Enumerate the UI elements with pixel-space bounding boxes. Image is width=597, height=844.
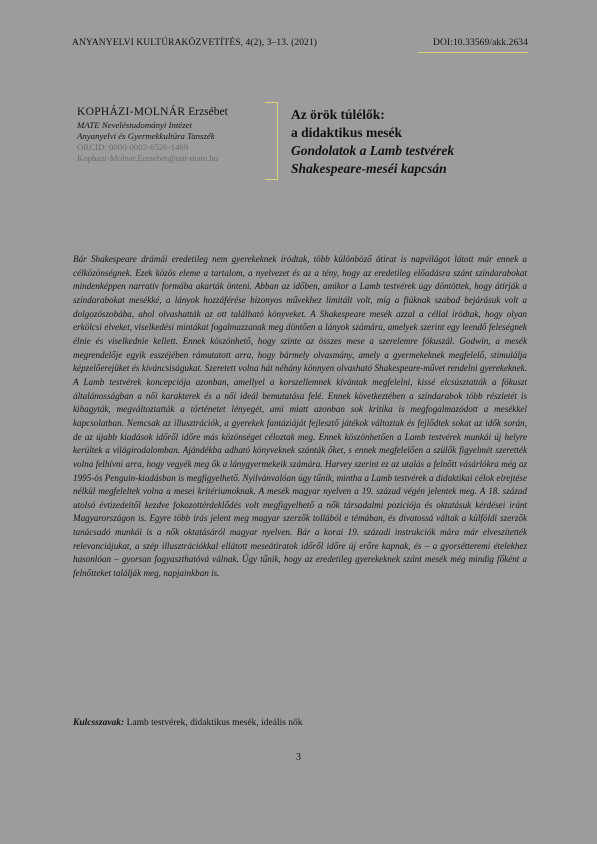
author-given-name: Erzsébet — [188, 106, 228, 118]
author-block — [77, 106, 271, 164]
affiliation-institute: MATE Neveléstudományi Intézet — [77, 120, 192, 130]
article-title — [291, 106, 531, 178]
title-line-1: Az örök túlélők: — [291, 107, 385, 122]
subtitle-line-2: Shakespeare-meséi kapcsán — [291, 161, 447, 176]
keywords-value: Lamb testvérek, didaktikus mesék, ideális nők — [124, 718, 303, 728]
doi-link[interactable]: DOI:10.33569/akk.2634 — [433, 38, 528, 48]
affiliation-department: Anyanyelvi és Gyermekkultúra Tanszék — [77, 131, 215, 141]
keywords — [73, 718, 527, 728]
journal-title: ANYANYELVI KULTÚRAKÖZVETÍTÉS, 4(2), 3–13. (2021) — [72, 38, 318, 48]
author-surname: KOPHÁZI-MOLNÁR — [77, 106, 186, 118]
doi-underline-rule — [418, 52, 528, 53]
page-number: 3 — [296, 752, 301, 763]
author-bracket-divider — [265, 102, 278, 180]
email-link[interactable]: Kophazi-Molnar.Erzsebet@uni-mate.hu — [77, 153, 218, 163]
title-line-2: a didaktikus mesék — [291, 125, 403, 140]
subtitle-line-1: Gondolatok a Lamb testvérek — [291, 143, 455, 158]
author-name — [77, 106, 271, 118]
abstract-text: Bár Shakespeare drámái eredetileg nem gyerekeknek íródtak, több különböző átirat is napvilágot látott már ennek a célközönségnek. Ezek közös eleme a tartalom, a nyelvezet és az a tény, hogy az eredetileg előadásra szánt színdarabokat mindenképpen narratív formába akarták önteni. Abban az időben, amikor a Lamb testvérek úgy döntöttek, hogy átírják a színdarabokat mesékké, a lányok hozzáférése bizonyos művekhez limitált volt, míg a fiúknak szabad bejárásuk volt a dolgozószobába, ahol olvashatták az ott található könyveket. A Shakespeare mesék azzal a céllal íródtak, hogy olyan erkölcsi elveket, viselkedési mintákat fogalmazzanak meg döntően a lányok számára, amelyek szerint egy leendő feleségnek élnie és viselkednie kellett. Ennek köszönhető, hogy szinte az összes mese a szerelemre fókuszál. Godwin, a mesék megrendelője egyik esszéjében rámutatott arra, hogy bármely olvasmány, amely a gyermekeknek megfelelő, stimulálja képzelőerejüket és kíváncsiságukat. Szeretett volna hát néhány könnyen olvasható Shakespeare-művet rendelni gyerekeknek. A Lamb testvérek koncepciója azonban, amellyel a korszellemnek kívántak megfelelni, kissé elcsúsztatták a fókuszt általánosságban a női karakterek és a női ideál bemutatása felé. Ennek következtében a színdarabok több részletét is kihagyták, megváltoztatták a történetet lényegét, ami miatt azonban sok kritika is megfogalmazódott a mesékkel kapcsolatban. Nemcsak az illusztrációk, a gyerekek fantáziáját fejlesztő játékok változtak és fejlődtek sokat az idők során, de az újabb kiadások időről időre más közönséget céloztak meg. Ennek köszönhetően a Lamb testvérek munkái új helyre kerültek a világirodalomban. Ajándékba adható könyveknek szánták őket, s ennek megfelelően a szülők figyelmét szerették volna felhívni arra, hogy vegyék meg ők a lánygyermekeik számára. Harvey szerint ez az utalás a felnőtt vásárlókra még az 1995-ös Penguin-kiadásban is megfigyelhető. Nyilvánvalóan úgy tűnik, mintha a Lamb testvérek a didaktikai célok elrejtése nélkül megfeleltek volna a mesei kritériumoknak. A mesék magyar nyelven a 19. század végén jelentek meg. A 18. század utolsó évtizedeitől kezdve fokozottérdeklődés volt megfigyelhető a nők társadalmi pozíciója és oktatásuk kérdései iránt Magyarországon is. Egyre több írás jelent meg magyar szerzők tollából e témában, és divatossá váltak a külföldi szerzők tanácsadó munkái is a nők oktatásáról magyar nyelven. Bár a korai 19. századi instrukciók mára már elveszítették relevanciájukat, a szép illusztrációkkal ellátott meseátiratok időről időre új erőre kapnak, és – a gyorsétteremi ételekhez hasonlóan – gyorsan fogyaszthatóvá válnak. Úgy tűnik, hogy az eredetileg gyerekeknek szánt mesék még mindig főként a felnőtteket találják meg, napjainkban is. — [73, 254, 527, 579]
keywords-label: Kulcsszavak: — [73, 718, 125, 728]
orcid-link[interactable]: ORCID: 0000-0002-6526-1469 — [77, 142, 189, 152]
